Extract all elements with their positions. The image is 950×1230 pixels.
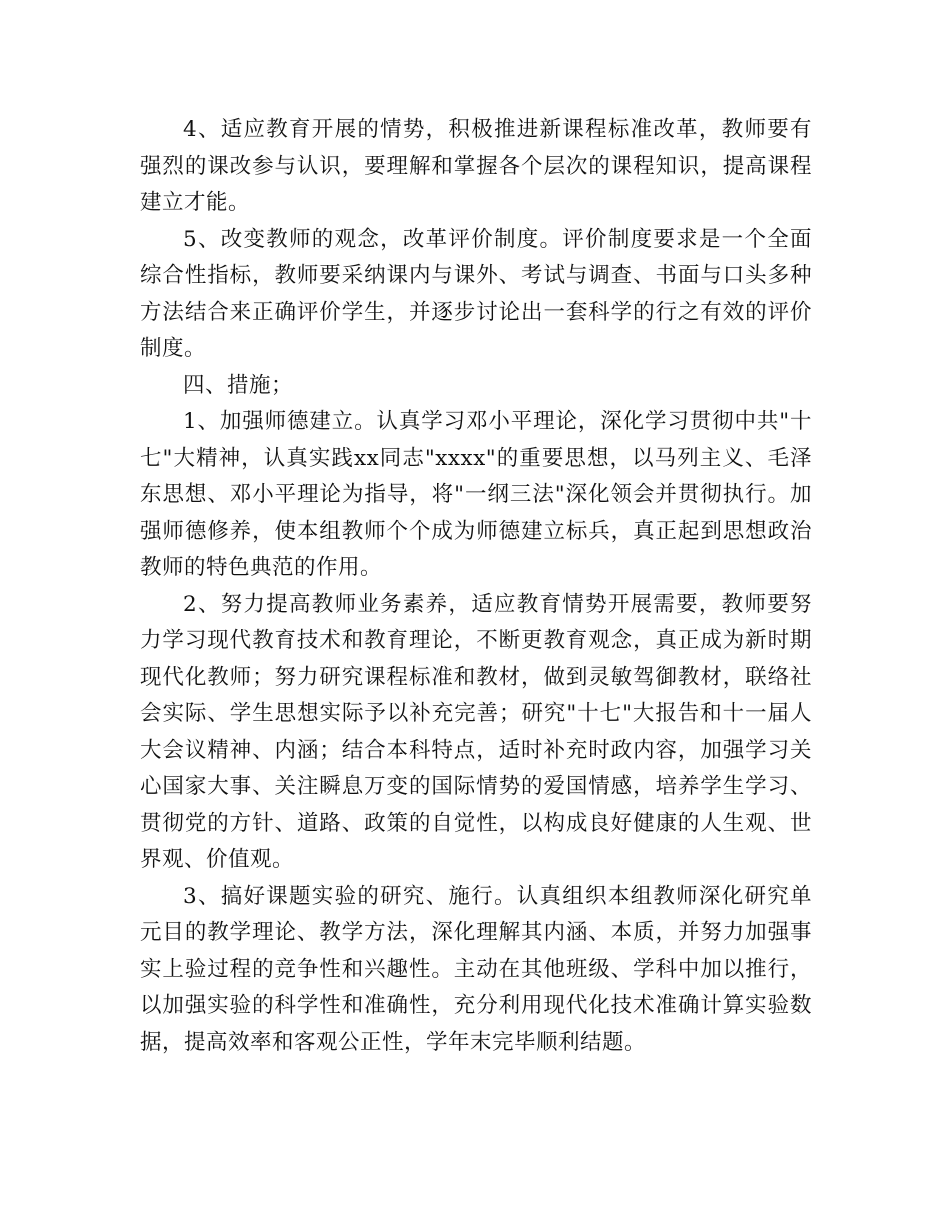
paragraph-measure-3: 3、搞好课题实验的研究、施行。认真组织本组教师深化研究单元目的教学理论、教学方法，深化理解其内涵、本质，并努力加强事实上验过程的竞争性和兴趣性。主动在其他班级、学科中加以推行，以加强实验的科学性和准确性，充分利用现代化技术准确计算实验数据，提高效率和客观公正性，学年末完毕顺利结题。 bbox=[140, 883, 812, 1055]
paragraph-item-4: 4、适应教育开展的情势，积极推进新课程标准改革，教师要有强烈的课改参与认识，要理解和掌握各个层次的课程知识，提高课程建立才能。 bbox=[140, 117, 812, 215]
paragraph-item-5: 5、改变教师的观念，改革评价制度。评价制度要求是一个全面综合性指标，教师要采纳课内与课外、考试与调查、书面与口头多种方法结合来正确评价学生，并逐步讨论出一套科学的行之有效的评价制度。 bbox=[140, 226, 812, 361]
document-body bbox=[140, 112, 812, 1061]
paragraph-measure-1: 1、加强师德建立。认真学习邓小平理论，深化学习贯彻中共"十七"大精神，认真实践xx同志"xxxx"的重要思想，以马列主义、毛泽东思想、邓小平理论为指导，将"一纲三法"深化领会并贯彻执行。加强师德修养，使本组教师个个成为师德建立标兵，真正起到思想政治教师的特色典范的作用。 bbox=[140, 409, 812, 580]
paragraph-measure-2: 2、努力提高教师业务素养，适应教育情势开展需要，教师要努力学习现代教育技术和教育理论，不断更教育观念，真正成为新时期现代化教师；努力研究课程标准和教材，做到灵敏驾御教材，联络社会实际、学生思想实际予以补充完善；研究"十七"大报告和十一届人大会议精神、内涵；结合本科特点，适时补充时政内容，加强学习关心国家大事、关注瞬息万变的国际情势的爱国情感，培养学生学习、贯彻党的方针、道路、政策的自觉性，以构成良好健康的人生观、世界观、价值观。 bbox=[140, 591, 812, 872]
section-heading-measures: 四、措施； bbox=[183, 372, 294, 398]
